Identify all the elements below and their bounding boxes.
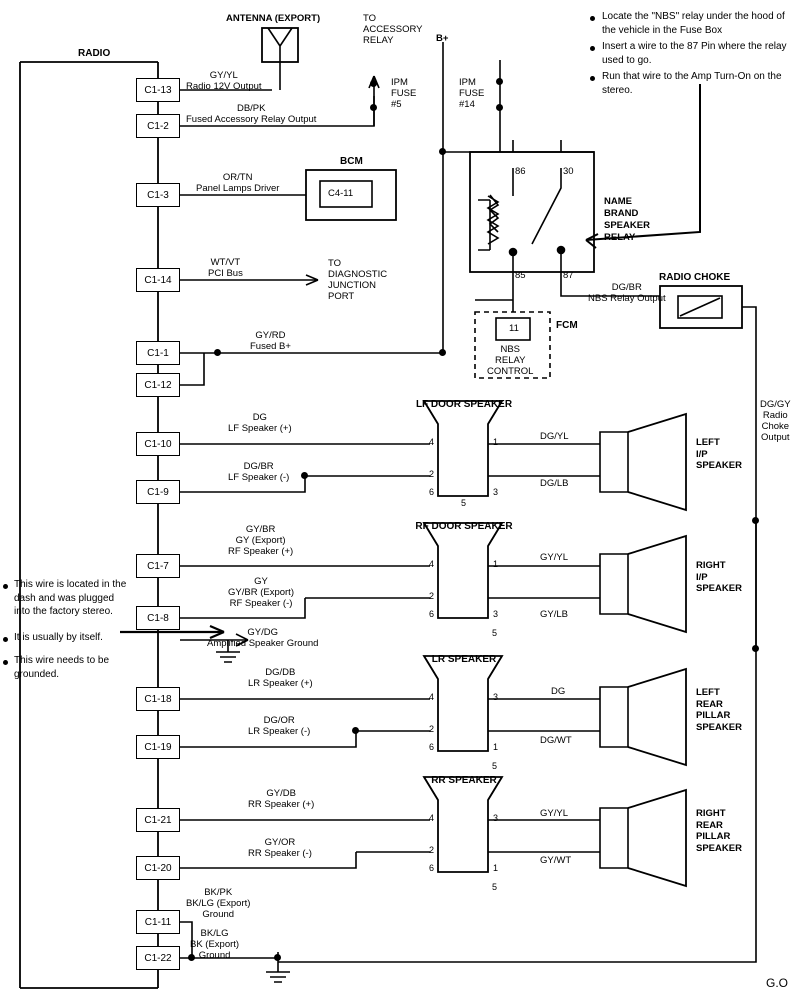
- junction-dot: [370, 80, 377, 87]
- junction-dot: [439, 148, 446, 155]
- speaker-label: LEFT REAR PILLAR SPEAKER: [696, 687, 742, 733]
- junction-dot: [752, 517, 759, 524]
- connector-pin: 5: [492, 628, 498, 638]
- connector-pin: 2: [429, 469, 435, 479]
- wire-label: DG/OR LR Speaker (-): [248, 715, 311, 737]
- to-accessory-relay-label: TO ACCESSORY RELAY: [363, 13, 423, 46]
- junction-dot: [752, 645, 759, 652]
- ipm-fuse-5-label: IPM FUSE #5: [391, 77, 417, 110]
- connector-pin: 2: [429, 591, 435, 601]
- page-title: RADIO: [78, 48, 111, 59]
- bullet-icon: [3, 637, 8, 642]
- connector-pin: 6: [429, 609, 435, 619]
- bullet-icon: [3, 660, 8, 665]
- junction-dot: [496, 104, 503, 111]
- connector-pin: 6: [429, 863, 435, 873]
- signature: G.O: [766, 976, 789, 990]
- wire-label: DG/WT: [540, 735, 572, 746]
- radio-pin[interactable]: C1-8: [136, 606, 180, 630]
- wire-label: GY GY/BR (Export) RF Speaker (-): [228, 576, 294, 609]
- speaker-label: RIGHT I/P SPEAKER: [696, 560, 742, 594]
- connector-title: RR SPEAKER: [431, 775, 497, 786]
- radio-pin[interactable]: C1-9: [136, 480, 180, 504]
- nbs-relay-note: [588, 10, 788, 97]
- radio-pin[interactable]: C1-1: [136, 341, 180, 365]
- connector-pin: 4: [429, 692, 435, 702]
- note-text: Insert a wire to the 87 Pin where the relay used to go.: [602, 41, 787, 66]
- connector-pin: 1: [493, 559, 499, 569]
- wire-label: DG LF Speaker (+): [228, 412, 292, 434]
- bullet-icon: [590, 16, 595, 21]
- bcm-pin[interactable]: C4-11: [328, 188, 354, 199]
- junction-dot: [352, 727, 359, 734]
- fcm-title: FCM: [556, 320, 578, 331]
- speaker-label: LEFT I/P SPEAKER: [696, 437, 742, 471]
- relay-name-label: NAME BRAND SPEAKER RELAY: [604, 196, 650, 243]
- note-text: This wire needs to be grounded.: [14, 655, 110, 680]
- connector-title: LF DOOR SPEAKER: [415, 399, 513, 410]
- antenna-label: ANTENNA (EXPORT): [226, 13, 321, 24]
- wire-label: DG/LB: [540, 478, 569, 489]
- fcm-pin: 11: [509, 323, 519, 334]
- radio-pin[interactable]: C1-11: [136, 910, 180, 934]
- wire-label: DG/GY Radio Choke Output: [760, 399, 791, 443]
- note-text: This wire is located in the dash and was plugged into the factory stereo.: [14, 579, 127, 617]
- radio-pin[interactable]: C1-19: [136, 735, 180, 759]
- wire-label: GY/OR RR Speaker (-): [248, 837, 312, 859]
- relay-pin-30: 30: [563, 166, 574, 177]
- junction-dot: [370, 104, 377, 111]
- wire-label: GY/YL: [540, 552, 568, 563]
- connector-pin: 5: [492, 882, 498, 892]
- radio-pin[interactable]: C1-3: [136, 183, 180, 207]
- radio-pin[interactable]: C1-2: [136, 114, 180, 138]
- connector-pin: 3: [493, 609, 499, 619]
- radio-choke-title: RADIO CHOKE: [659, 272, 731, 283]
- junction-dot: [496, 78, 503, 85]
- relay-pin-87: 87: [563, 270, 574, 281]
- diagnostic-junction-port-label: TO DIAGNOSTIC JUNCTION PORT: [328, 258, 388, 302]
- ipm-fuse-14-label: IPM FUSE #14: [459, 77, 485, 110]
- connector-pin: 5: [492, 761, 498, 771]
- wire-label: GY/DB RR Speaker (+): [248, 788, 315, 810]
- wire-label: OR/TN Panel Lamps Driver: [196, 172, 280, 194]
- connector-pin: 1: [493, 863, 499, 873]
- radio-pin[interactable]: C1-20: [136, 856, 180, 880]
- wire-label: GY/WT: [540, 855, 572, 866]
- junction-dot: [274, 954, 281, 961]
- wire-label: GY/LB: [540, 609, 568, 620]
- connector-pin: 3: [493, 487, 499, 497]
- radio-pin[interactable]: C1-13: [136, 78, 180, 102]
- connector-pin: 3: [493, 692, 499, 702]
- wire-label: GY/DG Amplified Speaker Ground: [207, 627, 319, 649]
- radio-pin[interactable]: C1-21: [136, 808, 180, 832]
- junction-dot: [439, 349, 446, 356]
- radio-pin[interactable]: C1-7: [136, 554, 180, 578]
- wire-label: BK/PK BK/LG (Export) Ground: [186, 887, 251, 920]
- wire-label: WT/VT PCI Bus: [208, 257, 243, 279]
- ground-wire-note: [2, 578, 127, 681]
- wire-label: GY/BR GY (Export) RF Speaker (+): [228, 524, 294, 557]
- note-text: Locate the "NBS" relay under the hood of the vehicle in the Fuse Box: [602, 11, 785, 36]
- connector-pin: 3: [493, 813, 499, 823]
- relay-pin-85: 85: [515, 270, 526, 281]
- connector-pin: 4: [429, 437, 435, 447]
- connector-pin: 2: [429, 724, 435, 734]
- relay-pin-86: 86: [515, 166, 526, 177]
- wire-label: DG/DB LR Speaker (+): [248, 667, 313, 689]
- wire-label: DG/YL: [540, 431, 569, 442]
- nbs-relay-control-label: NBS RELAY CONTROL: [487, 344, 534, 377]
- connector-title: LR SPEAKER: [431, 654, 497, 665]
- radio-pin[interactable]: C1-14: [136, 268, 180, 292]
- connector-title: RF DOOR SPEAKER: [415, 521, 513, 532]
- wire-label: GY/RD Fused B+: [250, 330, 291, 352]
- b-plus-label: B+: [436, 33, 449, 44]
- connector-pin: 4: [429, 813, 435, 823]
- note-text: Run that wire to the Amp Turn-On on the stereo.: [602, 71, 782, 96]
- junction-dot: [301, 472, 308, 479]
- bcm-title: BCM: [340, 156, 363, 167]
- bullet-icon: [3, 584, 8, 589]
- speaker-label: RIGHT REAR PILLAR SPEAKER: [696, 808, 742, 854]
- radio-pin[interactable]: C1-10: [136, 432, 180, 456]
- connector-pin: 6: [429, 742, 435, 752]
- wire-label: DB/PK Fused Accessory Relay Output: [186, 103, 317, 125]
- connector-pin: 6: [429, 487, 435, 497]
- wire-label: DG/BR LF Speaker (-): [228, 461, 290, 483]
- connector-pin: 2: [429, 845, 435, 855]
- wire-label: GY/YL Radio 12V Output: [186, 70, 262, 92]
- bullet-icon: [590, 76, 595, 81]
- radio-pin[interactable]: C1-12: [136, 373, 180, 397]
- connector-pin: 4: [429, 559, 435, 569]
- bullet-icon: [590, 46, 595, 51]
- wire-label: GY/YL: [540, 808, 568, 819]
- connector-pin: 1: [493, 742, 499, 752]
- radio-pin[interactable]: C1-22: [136, 946, 180, 970]
- connector-pin: 1: [493, 437, 499, 447]
- note-text: It is usually by itself.: [14, 631, 103, 643]
- radio-pin[interactable]: C1-18: [136, 687, 180, 711]
- wire-label: DG/BR NBS Relay Output: [588, 282, 666, 304]
- wire-label: DG: [551, 686, 566, 697]
- connector-pin: 5: [461, 498, 467, 508]
- wire-label: BK/LG BK (Export) Ground: [190, 928, 240, 961]
- junction-dot: [214, 349, 221, 356]
